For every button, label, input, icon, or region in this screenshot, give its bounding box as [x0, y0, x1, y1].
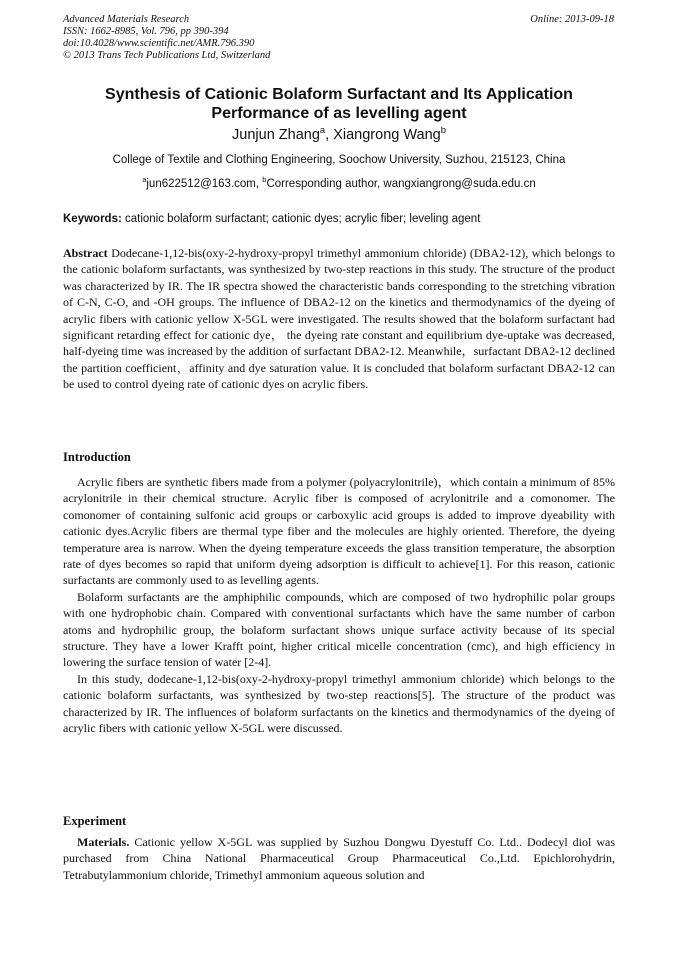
affiliation: College of Textile and Clothing Engineering, Soochow University, Suzhou, 215123, China — [112, 154, 566, 166]
keywords — [63, 212, 615, 226]
abstract-label: Abstract — [63, 246, 108, 260]
paper-title — [63, 85, 615, 123]
email-b-mark: b — [262, 175, 267, 185]
author-2: Xiangrong Wang — [333, 127, 441, 143]
author-1-mark: a — [319, 124, 326, 136]
author-list — [63, 126, 615, 144]
keywords-text: cationic bolaform surfactant; cationic dyes; acrylic fiber; leveling agent — [121, 213, 481, 225]
title-line-1: Synthesis of Cationic Bolaform Surfactant and Its Application — [105, 86, 573, 103]
journal-doi: doi:10.4028/www.scientific.net/AMR.796.390 — [63, 38, 255, 49]
journal-copyright: © 2013 Trans Tech Publications Ltd, Switzerland — [63, 50, 271, 61]
abstract — [63, 245, 615, 393]
introduction-body — [63, 474, 615, 737]
keywords-label: Keywords: — [63, 213, 122, 225]
email-b: Corresponding author, wangxiangrong@suda.edu.cn — [266, 178, 536, 190]
author-1: Junjun Zhang — [232, 127, 320, 143]
materials-paragraph — [63, 834, 615, 883]
introduction-heading: Introduction — [63, 450, 131, 464]
email-a: jun622512@163.com, — [146, 178, 263, 190]
experiment-body — [63, 834, 615, 883]
online-date: Online: 2013-09-18 — [530, 14, 614, 25]
title-line-2: Performance of as levelling agent — [211, 105, 467, 122]
materials-text: Cationic yellow X-5GL was supplied by Suzhou Dongwu Dyestuff Co. Ltd.. Dodecyl diol was purchased from China National Pharmaceutical Group Pharmaceutical Co.,Ltd. Epichlorohydrin, Tetrabutylammonium chloride, Trimethyl ammonium aqueous solution and — [63, 835, 615, 882]
email-a-mark: a — [142, 175, 147, 185]
experiment-heading: Experiment — [63, 814, 127, 828]
author-emails — [63, 177, 615, 191]
materials-label: Materials. — [77, 835, 130, 849]
journal-issn: ISSN: 1662-8985, Vol. 796, pp 390-394 — [63, 26, 229, 37]
author-separator: , — [325, 127, 334, 143]
journal-header — [63, 14, 270, 62]
intro-paragraph-2: Bolaform surfactants are the amphiphilic compounds, which are composed of two hydrophilic polar groups with one hydrophobic chain. Compared with conventional surfactants which have the same number of carbon atoms and hydrophilic group, the bolaform surfactant shows unique surface activity because of its special structure. They have a lower Krafft point, higher critical micelle concentration (cmc), and high efficiency in lowering the surface tension of water [2-4]. — [63, 589, 615, 670]
author-2-mark: b — [440, 124, 446, 136]
journal-name: Advanced Materials Research — [63, 14, 190, 25]
intro-paragraph-3: In this study, dodecane-1,12-bis(oxy-2-hydroxy-propyl trimethyl ammonium chloride) which belongs to the cationic bolaform surfactants, was synthesized by two-step reactions[5]. The structure of the product was characterized by IR. The influences of bolaform surfactants on the kinetics and thermodynamics of the dyeing of acrylic fibers with cationic yellow X-5GL were discussed. — [63, 671, 615, 736]
intro-paragraph-1: Acrylic fibers are synthetic fibers made from a polymer (polyacrylonitrile)，which contain a minimum of 85% acrylonitrile in their chemical structure. Acrylic fiber is composed of acrylonitrile and a comonomer. The comonomer of containing sulfonic acid groups or carboxylic acid groups is added to improve dyeability with cationic dyes.Acrylic fibers are thermal type fiber and the molecules are highly oriented. Therefore, the dyeing temperature area is narrow. When the dyeing temperature exceeds the glass transition temperature, the absorption rate of dyes becomes so rapid that uniform dyeing adsorption is difficult to achieve[1]. For this reason, cationic surfactants are commonly used to as levelling agents. — [63, 475, 615, 588]
abstract-text: Dodecane-1,12-bis(oxy-2-hydroxy-propyl trimethyl ammonium chloride) (DBA2-12), which belongs to the cationic bolaform surfactants, was synthesized by two-step reactions in this study. The structure of the product was characterized by IR. The IR spectra showed the characteristic bands corresponding to the stretching vibration of C-N, C-O, and -OH groups. The influence of DBA2-12 on the kinetics and thermodynamics of the dyeing of acrylic fibers with cationic yellow X-5GL were investigated. The results showed that the bolaform surfactant had significant retarding effect for cationic dye， the dyeing rate constant and equilibrium dye-uptake was decreased, half-dyeing time was increased by the addition of surfactant DBA2-12. Meanwhile，surfactant DBA2-12 declined the partition coefficient，affinity and dye saturation value. It is concluded that bolaform surfactant DBA2-12 can be used to control dyeing rate of cationic dyes on acrylic fibers. — [63, 246, 615, 392]
